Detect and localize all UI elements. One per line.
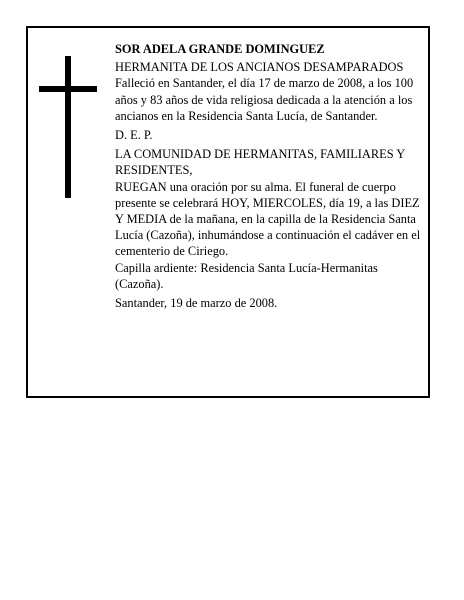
deceased-name: SOR ADELA GRANDE DOMINGUEZ (115, 42, 325, 56)
place-and-date: Santander, 19 de marzo de 2008. (115, 296, 278, 311)
cross-vertical-bar (65, 56, 71, 198)
death-announcement: Falleció en Santander, el día 17 de marzo de 2008, a los 100 años y 83 años de vida religiosa dedicada a la atención a los ancianos en la Residencia Santa Lucía, de Santander. (115, 76, 414, 123)
religious-title: HERMANITA DE LOS ANCIANOS DESAMPARADOS (115, 60, 404, 75)
rest-in-peace: D. E. P. (115, 128, 153, 143)
chapel-location: Capilla ardiente: Residencia Santa Lucía-Hermanitas (Cazoña). (115, 260, 378, 291)
funeral-request: RUEGAN una oración por su alma. El funeral de cuerpo presente se celebrará HOY, MIERCOLES, día 19, a las DIEZ Y MEDIA de la mañana, en la capilla de la Residencia Santa Lucía (Cazoña), inhumándose a continuación el cadáver en el cementerio de Ciriego. (115, 179, 421, 259)
notice-body (115, 41, 423, 311)
mourning-community: LA COMUNIDAD DE HERMANITAS, FAMILIARES Y RESIDENTES, (115, 147, 405, 178)
cross-horizontal-bar (39, 86, 97, 92)
cross-icon (39, 56, 97, 198)
obituary-notice (26, 26, 430, 398)
